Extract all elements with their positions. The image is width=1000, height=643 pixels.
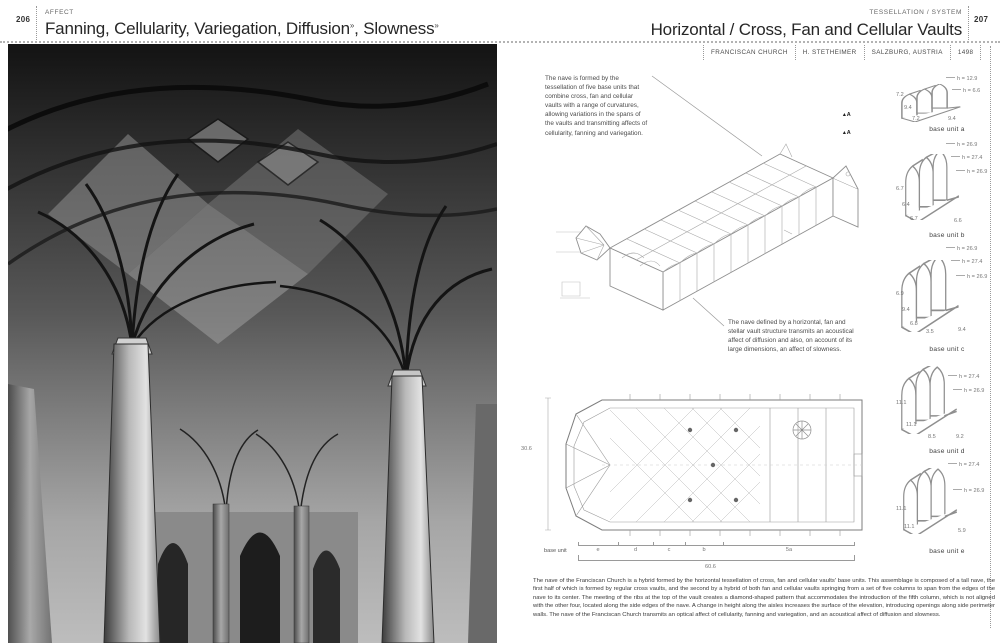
annotation-middle: The nave defined by a horizontal, fan and stellar vault structure transmits an acoustical affect of diffusion and also, on account of its large dimensions, an affect of slowness. bbox=[728, 319, 854, 354]
section-letter: A bbox=[846, 130, 852, 136]
segment-label: c bbox=[667, 547, 671, 553]
annotation-top: The nave is formed by the tessellation of five base units that combine cross, fan and cellular vaults with a range of curvatures, allowing variations in the spans of the vaults and transmitting affects of cellularity, fanning and variegation. bbox=[545, 75, 648, 137]
height-dim: h = 27.4 bbox=[951, 155, 982, 161]
vault-photo-art bbox=[8, 44, 497, 643]
title-text: Fanning, Cellularity, Variegation, Diffusion bbox=[45, 19, 350, 38]
right-page-number bbox=[974, 9, 988, 27]
height-dim: h = 26.9 bbox=[956, 169, 987, 175]
base-unit-a: h = 12.9 h = 6.6 7.2 9.4 7.2 9.4 base unit a bbox=[896, 76, 981, 133]
height-dim: h = 26.9 bbox=[956, 274, 987, 280]
meta-architect: H. STETHEIMER bbox=[795, 45, 864, 60]
body-paragraph: The nave of the Franciscan Church is a hybrid formed by the horizontal tessellation of cross, fan and cellular vaults' base units. This assemblage is composed of a tall nave, the first half of which is formed by regular cross vaults, and the second by a hybrid of both fan and cellular vaults springing from a set of five columns to span from the edges of the nave to its center. The meeting of the ribs at the top of the vault creates a diamond-shaped pattern that accommodates the introduction of the fifth column, which is not aligned with the other four, located along the side edges of the nave. A change in height along the aisles increases the surface of the elevation, introducing openings along side perimeter walls. The nave of the Franciscan Church transmits an optical affect of cellularity, fanning and variegation, and an acoustical affect of diffusion and slowness. bbox=[533, 578, 995, 618]
segment-label: d bbox=[633, 547, 638, 553]
height-dim: h = 26.9 bbox=[953, 388, 984, 394]
segment-label: e bbox=[596, 547, 600, 553]
height-dim: h = 27.4 bbox=[948, 374, 979, 380]
plan-height-dim: 30.6 bbox=[521, 446, 532, 452]
page-number-label: 206 bbox=[16, 15, 31, 24]
height-dim: h = 26.9 bbox=[946, 142, 977, 148]
right-header-divider bbox=[968, 6, 969, 40]
base-unit-e: h = 27.4 h = 26.9 11.1 11.1 5.9 base unit e bbox=[896, 462, 985, 555]
reference-arrow-icon: » bbox=[349, 21, 355, 30]
base-unit-b: h = 26.9 h = 27.4 h = 26.9 6.7 6.4 6.7 6.6 base unit b bbox=[896, 142, 988, 239]
axonometric-drawing bbox=[548, 82, 884, 340]
segment-label: b bbox=[702, 547, 706, 553]
left-category: AFFECT bbox=[45, 9, 74, 16]
plan-drawing bbox=[540, 378, 885, 553]
meta-project: FRANCISCAN CHURCH bbox=[703, 45, 795, 60]
height-dim: h = 6.6 bbox=[952, 88, 980, 94]
segment-label: 5a bbox=[785, 547, 793, 553]
meta-location: SALZBURG, AUSTRIA bbox=[864, 45, 950, 60]
left-header-divider bbox=[36, 6, 37, 40]
height-dim: h = 27.4 bbox=[951, 259, 982, 265]
section-arrow-icon: ▴ bbox=[843, 130, 847, 136]
height-dim: h = 12.9 bbox=[946, 76, 977, 82]
scale-ruler bbox=[578, 545, 855, 546]
right-category: TESSELLATION / SYSTEM bbox=[869, 9, 962, 16]
height-dim: h = 26.9 bbox=[946, 246, 977, 252]
section-marker-a bbox=[843, 112, 852, 118]
scale-segments bbox=[578, 547, 855, 553]
section-letter: A bbox=[846, 112, 852, 118]
meta-year: 1498 bbox=[950, 45, 982, 60]
left-page-number bbox=[16, 9, 30, 27]
scale-total-dim: 60.6 bbox=[705, 564, 716, 570]
project-meta-row bbox=[703, 45, 981, 60]
left-page-title bbox=[45, 19, 439, 39]
scale-total-bracket bbox=[578, 556, 855, 561]
base-unit-d: h = 27.4 h = 26.9 11.1 11.1 8.5 9.2 base unit d bbox=[896, 360, 998, 458]
nave-vault-photograph bbox=[8, 44, 497, 643]
reference-arrow-icon: » bbox=[434, 21, 439, 30]
scale-bar-label: base unit bbox=[544, 548, 567, 554]
section-arrow-icon: ▴ bbox=[843, 112, 847, 118]
section-marker-a2 bbox=[843, 130, 852, 136]
height-dim: h = 26.9 bbox=[953, 488, 984, 494]
header-rule bbox=[0, 41, 1000, 43]
page-number-label: 207 bbox=[974, 15, 989, 24]
title-text-tail: , Slowness bbox=[354, 19, 435, 38]
base-unit-b-drawing bbox=[904, 154, 964, 220]
height-dim: h = 27.4 bbox=[948, 462, 979, 468]
base-unit-c: h = 26.9 h = 27.4 h = 26.9 6.9 9.4 6.8 3.5 9.4 base unit c bbox=[896, 246, 988, 353]
right-page-title: Horizontal / Cross, Fan and Cellular Vaults bbox=[650, 20, 962, 39]
